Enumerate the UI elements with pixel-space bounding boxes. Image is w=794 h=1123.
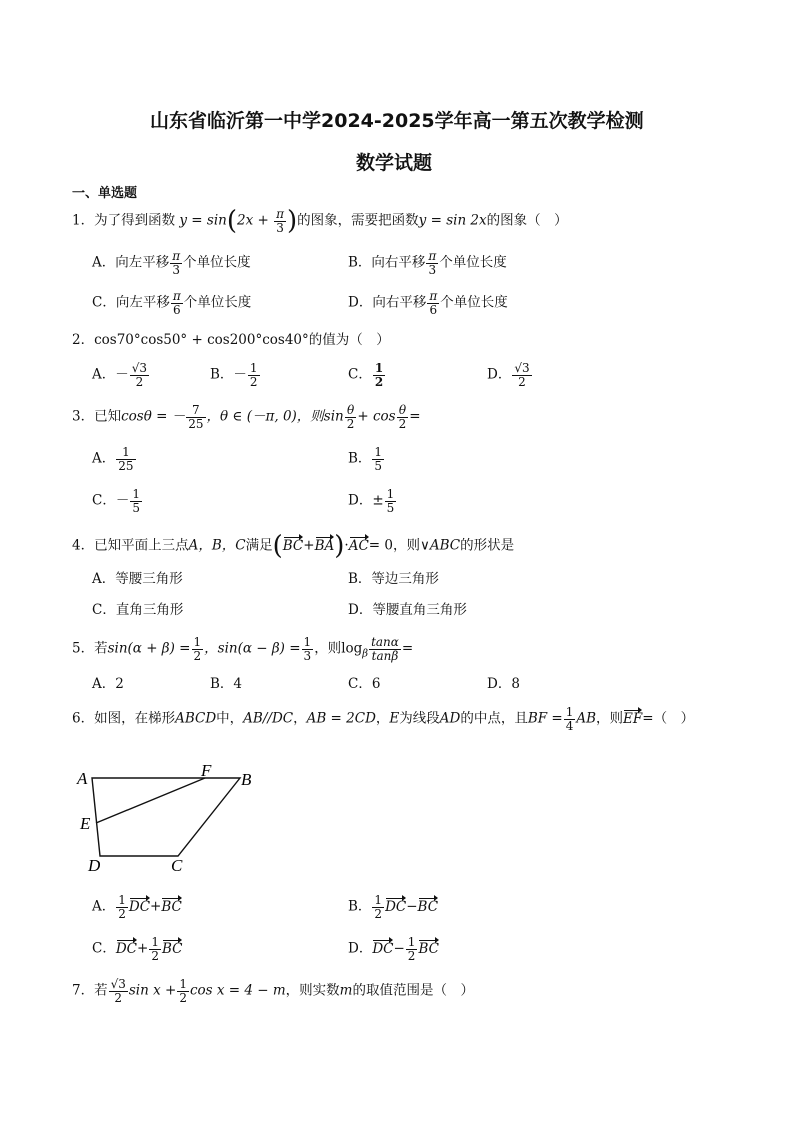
question-number: 3． xyxy=(72,408,95,425)
page-title: 山东省临沂第一中学2024-2025学年高一第五次教学检测 xyxy=(150,110,644,132)
label-e: E xyxy=(80,814,91,833)
label-f: F xyxy=(201,761,212,780)
option-c[interactable]: C．－ $\frac{1}{5}$ xyxy=(92,487,140,515)
option-b[interactable]: B．等边三角形 xyxy=(348,571,439,587)
option-a[interactable]: A．2 xyxy=(92,676,124,692)
question-6: 6．如图，在梯形ABCD中，AB//DC，AB = 2CD，E为线段AD的中点，且BF = $\frac{1}{4}$ AB，则EF=（ ） xyxy=(72,705,695,733)
question-number: 2． xyxy=(72,332,95,348)
option-a[interactable]: A．向左平移 $\frac{\pi}{3}$ 个单位长度 xyxy=(92,249,251,277)
option-b[interactable]: B． $\frac{1}{5}$ xyxy=(348,445,383,473)
option-b[interactable]: B．4 xyxy=(210,676,243,692)
question-4: 4．已知平面上三点A，B，C满足(BC+BA)·AC= 0，则∨ABC的形状是 xyxy=(72,531,515,561)
trapezoid-figure xyxy=(74,760,264,875)
label-a: A xyxy=(77,769,88,788)
segment-ef xyxy=(96,778,205,823)
question-number: 4． xyxy=(72,537,95,554)
label-b: B xyxy=(241,770,252,789)
section-heading: 一、单选题 xyxy=(72,186,138,201)
question-3: 3．已知cosθ = － $\frac{7}{25}$ ，θ ∈ (－π, 0)，则sin $\frac{\theta}{2}$ + cos $\frac{\theta}{2}$ = xyxy=(72,403,421,431)
question-number: 1． xyxy=(72,212,95,229)
question-number: 6． xyxy=(72,710,95,727)
option-b[interactable]: B．向右平移 $\frac{\pi}{3}$ 个单位长度 xyxy=(348,249,507,277)
question-5: 5．若sin(α + β) = $\frac{1}{2}$ ，sin(α − β) = $\frac{1}{3}$ ，则$\log_\beta$ $\frac{\tan\alpha}{\tan\beta}$ = xyxy=(72,635,414,663)
question-7: 7．若 $\frac{√3}{2}$ sin x + $\frac{1}{2}$ cos x = 4 − m，则实数m的取值范围是（ ） xyxy=(72,977,474,1005)
label-c: C xyxy=(171,856,183,875)
question-number: 7． xyxy=(72,982,95,999)
page-subtitle: 数学试题 xyxy=(356,152,433,174)
option-d[interactable]: D．DC− $\frac{1}{2}$ BC xyxy=(348,935,439,963)
option-c[interactable]: C．直角三角形 xyxy=(92,602,184,618)
option-d[interactable]: D． $\frac{√3}{2}$ xyxy=(487,361,530,389)
option-c[interactable]: C．向左平移 $\frac{\pi}{6}$ 个单位长度 xyxy=(92,289,252,317)
option-a[interactable]: A． $\frac{1}{25}$ xyxy=(92,445,134,473)
trapezoid-outline xyxy=(92,778,240,856)
option-d[interactable]: D．等腰直角三角形 xyxy=(348,602,467,618)
option-d[interactable]: D．± $\frac{1}{5}$ xyxy=(348,487,395,515)
option-c[interactable]: C．DC+ $\frac{1}{2}$ BC xyxy=(92,935,183,963)
option-c[interactable]: C．6 xyxy=(348,676,381,692)
label-d: D xyxy=(88,856,101,875)
option-d[interactable]: D．8 xyxy=(487,676,520,692)
option-a[interactable]: A． $\frac{1}{2}$ DC+BC xyxy=(92,893,182,921)
option-d[interactable]: D．向右平移 $\frac{\pi}{6}$ 个单位长度 xyxy=(348,289,508,317)
question-number: 5． xyxy=(72,640,95,657)
option-b[interactable]: B．－ $\frac{1}{2}$ xyxy=(210,361,258,389)
question-2: 2．cos70°cos50° + cos200°cos40°的值为（ ） xyxy=(72,332,390,348)
option-a[interactable]: A．等腰三角形 xyxy=(92,571,183,587)
question-1: 1．为了得到函数 y = sin(2x + $\frac{\pi}{3}$ )的图象，需要把函数y = sin 2x的图象（ ） xyxy=(72,206,568,237)
fraction: $\frac{\pi}{3}$ xyxy=(276,207,285,235)
option-b[interactable]: B． $\frac{1}{2}$ DC−BC xyxy=(348,893,439,921)
option-c[interactable]: C． $\frac{1}{2}$ xyxy=(348,361,384,389)
option-a[interactable]: A．－ $\frac{√3}{2}$ xyxy=(92,361,148,389)
